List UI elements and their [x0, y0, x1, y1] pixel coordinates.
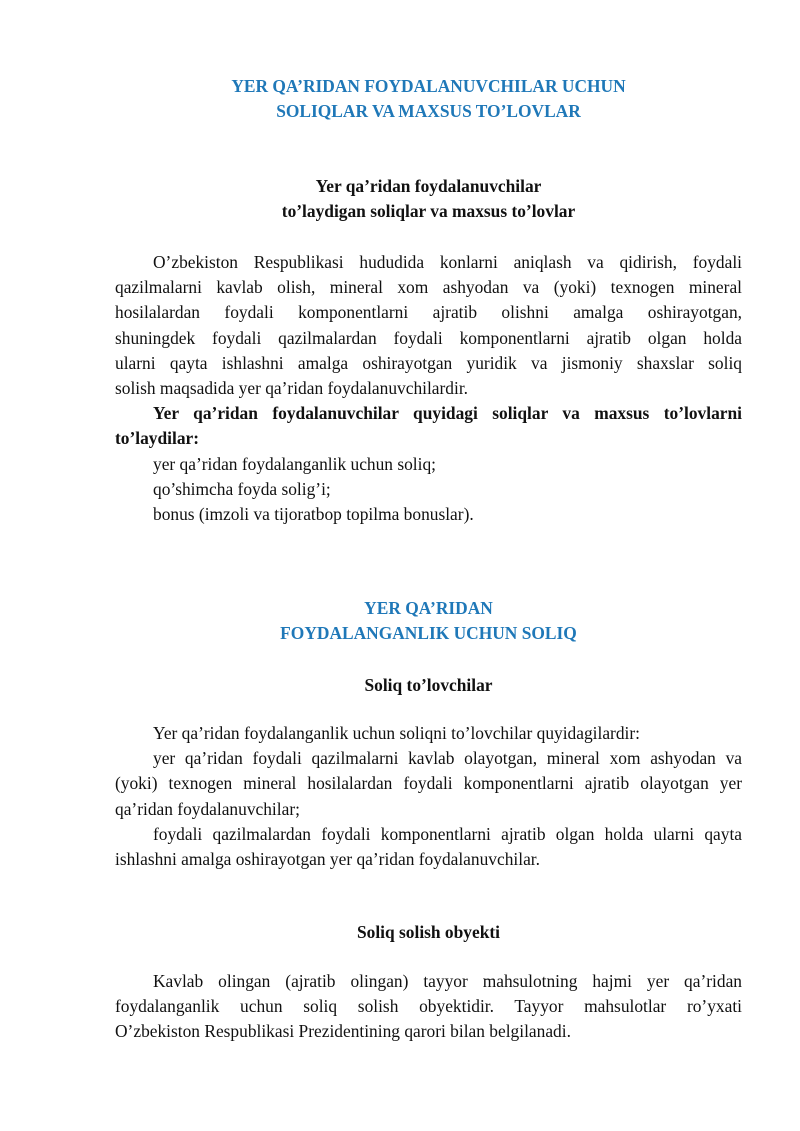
paragraph-line: qazilmalarni kavlab olish, mineral xom ashyodan va (yoki) texnogen mineral [115, 277, 742, 298]
taxpayer-item-1 [115, 746, 742, 822]
definition-paragraph [115, 250, 742, 401]
paragraph-line: hosilalardan foydali komponentlarni ajratib olishni amalga oshirayotgan, [115, 302, 742, 323]
main-title [115, 74, 742, 124]
paragraph-line: to’laydilar: [115, 428, 200, 449]
taxes-intro-paragraph [115, 401, 742, 451]
paragraph-line: foydalanganlik uchun soliq solish obyektidir. Tayyor mahsulotlar ro’yxati [115, 996, 742, 1017]
taxpayer-item-2 [115, 822, 742, 872]
taxpayers-heading: Soliq to’lovchilar [364, 675, 493, 695]
taxpayers-intro: Yer qa’ridan foydalanganlik uchun soliqni to’lovchilar quyidagilardir: [153, 723, 640, 743]
document-page [115, 0, 742, 1131]
paragraph-line: qa’ridan foydalanuvchilar; [115, 798, 300, 819]
list-item: yer qa’ridan foydalanganlik uchun soliq; [153, 453, 436, 474]
section1-heading-line-2: to’laydigan soliqlar va maxsus to’lovlar [281, 201, 576, 222]
paragraph-line: (yoki) texnogen mineral hosilalardan foydali komponentlarni ajratib olayotgan yer [115, 773, 742, 794]
list-item: qo’shimcha foyda solig’i; [153, 478, 331, 499]
paragraph-line: ishlashni amalga oshirayotgan yer qa’ridan foydalanuvchilar. [115, 849, 540, 870]
paragraph-line: Yer qa’ridan foydalanuvchilar quyidagi soliqlar va maxsus to’lovlarni [153, 403, 742, 424]
tax-object-heading: Soliq solish obyekti [356, 922, 501, 942]
paragraph-line: O’zbekiston Respublikasi Prezidentining qarori bilan belgilanadi. [115, 1021, 571, 1042]
main-title-line-2: SOLIQLAR VA MAXSUS TO’LOVLAR [276, 101, 581, 122]
section1-heading [115, 174, 742, 224]
section2-title [115, 596, 742, 646]
paragraph-line: O’zbekiston Respublikasi hududida konlarni aniqlash va qidirish, foydali [153, 252, 742, 272]
paragraph-line: ularni qayta ishlashni amalga oshirayotgan yuridik va jismoniy shaxslar soliq [115, 352, 742, 373]
section2-title-line-1: YER QA’RIDAN [364, 598, 493, 618]
main-title-line-1: YER QA’RIDAN FOYDALANUVCHILAR UCHUN [231, 76, 626, 96]
taxpayers-body [115, 721, 742, 872]
paragraph-line: shuningdek foydali qazilmalardan foydali komponentlarni ajratib olgan holda [115, 327, 742, 348]
section1-heading-line-1: Yer qa’ridan foydalanuvchilar [315, 176, 542, 196]
paragraph-line: Kavlab olingan (ajratib olingan) tayyor mahsulotning hajmi yer qa’ridan [153, 971, 742, 991]
tax-object-body [115, 969, 742, 1045]
paragraph-line: foydali qazilmalardan foydali komponentlarni ajratib olgan holda ularni qayta [153, 823, 742, 844]
section2-title-line-2: FOYDALANGANLIK UCHUN SOLIQ [280, 623, 577, 644]
paragraph-line: yer qa’ridan foydali qazilmalarni kavlab olayotgan, mineral xom ashyodan va [153, 748, 742, 769]
section1-body [115, 250, 742, 527]
list-item: bonus (imzoli va tijoratbop topilma bonuslar). [153, 504, 474, 525]
paragraph-line: solish maqsadida yer qa’ridan foydalanuvchilardir. [115, 378, 469, 399]
